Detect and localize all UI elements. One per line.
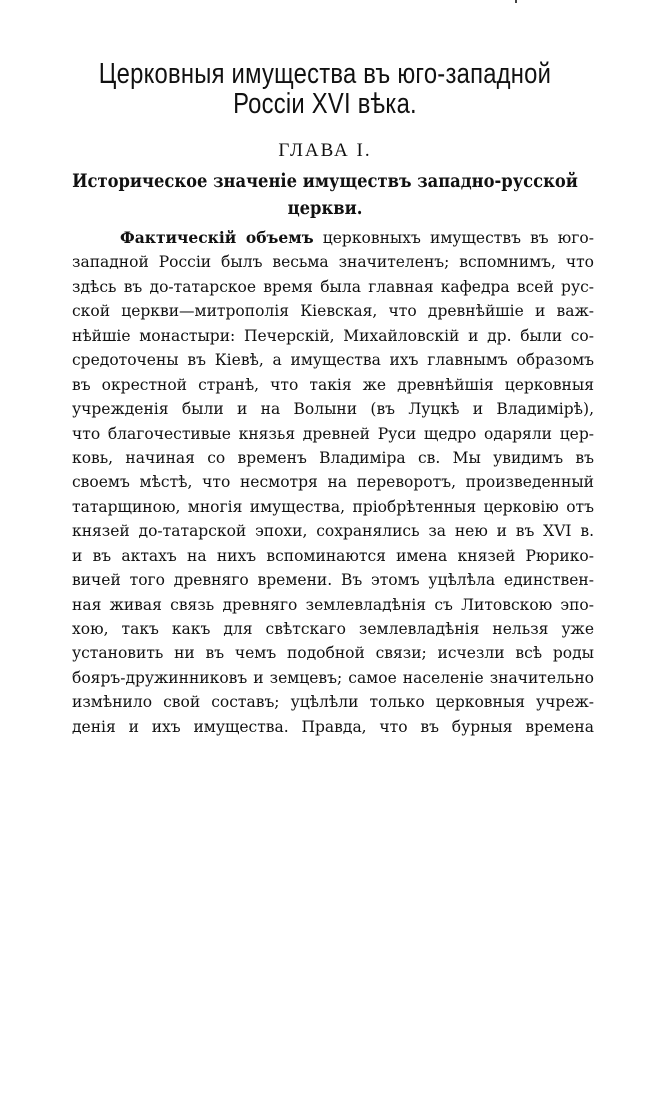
paragraph-line: татарщиною, многія имущества, пріобрѣтенныя церковію отъ <box>72 497 594 516</box>
line-text: церковныхъ имуществъ въ юго- <box>313 229 594 247</box>
body-paragraph <box>72 226 594 739</box>
paragraph-line: своемъ мѣстѣ, что несмотря на переворотъ, произведенный <box>72 473 594 492</box>
paragraph-line: нѣйшіе монастыри: Печерскій, Михайловскій и др. были со- <box>72 326 594 345</box>
paragraph-line <box>72 226 594 250</box>
paragraph-line: въ окрестной странѣ, что такія же древнѣйшія церковныя <box>72 375 594 394</box>
lead-term: Фактическій объемъ <box>120 228 314 247</box>
paragraph-line: что благочестивые князья древней Руси щедро одаряли цер- <box>72 424 594 443</box>
title-line-1: Церковныя имущества въ юго-западной <box>98 58 552 90</box>
paragraph-line: средоточены въ Кіевѣ, а имущества ихъ главнымъ образомъ <box>72 351 594 370</box>
section-title-line-2: церкви. <box>287 197 363 219</box>
paragraph-line: ковь, начиная со временъ Владиміра св. Мы увидимъ въ <box>72 448 594 467</box>
paragraph-line: хою, такъ какъ для свѣтскаго землевладѣнія нельзя уже <box>72 620 594 638</box>
paragraph-line: и въ актахъ на нихъ вспоминаются имена князей Рюрико- <box>72 546 594 565</box>
paragraph-line: установить ни въ чемъ подобной связи; исчезли всѣ роды <box>72 644 594 663</box>
paragraph-line: здѣсь въ до-татарское время была главная кафедра всей рус- <box>72 277 594 296</box>
chapter-heading: ГЛАВА I. <box>278 140 372 161</box>
paragraph-line: вичей того древняго времени. Въ этомъ уцѣлѣла единствен- <box>72 571 594 590</box>
paragraph-line: учрежденія были и на Волыни (въ Луцкѣ и Владимірѣ), <box>72 400 594 419</box>
section-title-line-1: Историческое значеніе имуществъ западно-русской <box>72 170 578 192</box>
paragraph-line: измѣнило свой составъ; уцѣлѣли только церковныя учреж- <box>72 693 594 712</box>
paragraph-line: князей до-татарской эпохи, сохранялись за нею и въ XVI в. <box>72 522 594 541</box>
paragraph-line: бояръ-дружинниковъ и земцевъ; самое населеніе значительно <box>72 668 594 687</box>
scan-mark <box>515 0 517 3</box>
paragraph-line: ской церкви—митрополія Кіевская, что древнѣйшіе и важ- <box>72 302 594 321</box>
paragraph-line: ная живая связь древняго землевладѣнія съ Литовскою эпо- <box>72 595 594 614</box>
title-line-2: Россіи XVI вѣка. <box>233 88 417 120</box>
paragraph-line: западной Россіи былъ весьма значителенъ; вспомнимъ, что <box>72 253 594 272</box>
paragraph-line: денія и ихъ имущества. Правда, что въ бурныя времена <box>72 717 594 736</box>
